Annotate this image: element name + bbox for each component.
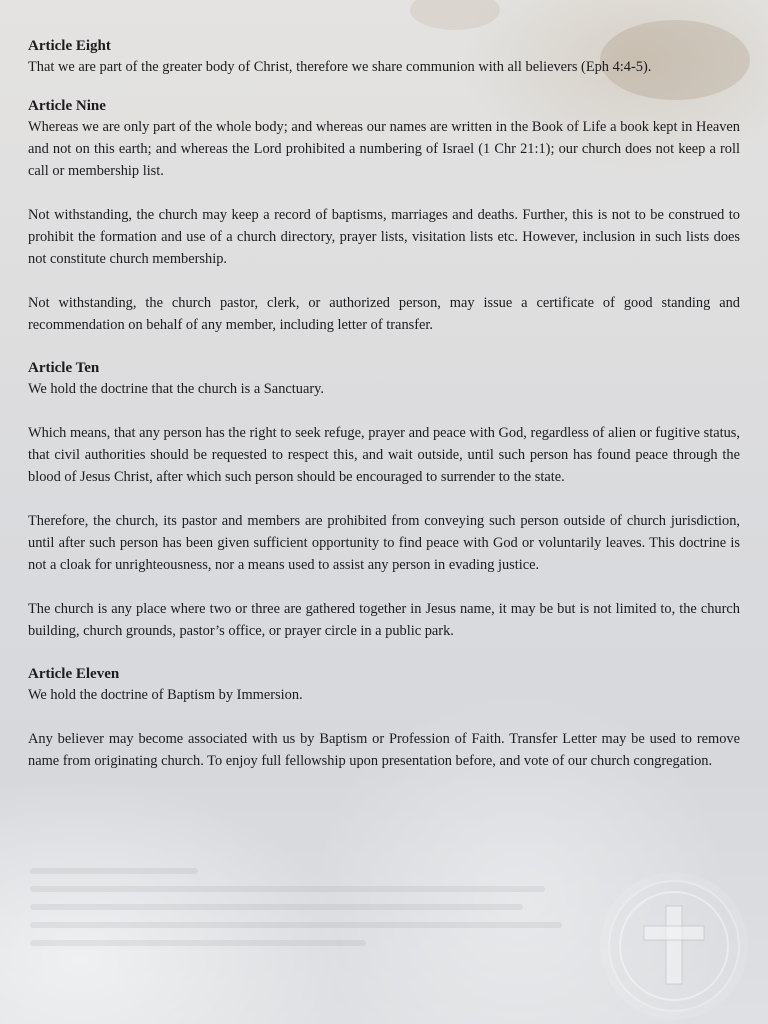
article-heading: Article Eight [28, 38, 111, 54]
article-paragraph: Therefore, the church, its pastor and members are prohibited from conveying such person outside of church jurisdiction, until after such person has been given sufficient opportunity to find peace with God or voluntarily leaves. This doctrine is not a cloak for unrighteousness, nor a means used to assist any person in evading justice. [28, 513, 740, 573]
article-heading: Article Eleven [28, 666, 120, 682]
article-eleven [28, 664, 740, 772]
bleed-through-text [30, 868, 590, 978]
article-paragraph: Not withstanding, the church pastor, clerk, or authorized person, may issue a certificate of good standing and recommendation on behalf of any member, including letter of transfer. [28, 295, 740, 333]
article-heading: Article Ten [28, 360, 100, 376]
article-paragraph: Not withstanding, the church may keep a record of baptisms, marriages and deaths. Further, this is not to be construed to prohibit the formation and use of a church directory, prayer lists, visitation lists etc. However, inclusion in such lists does not constitute church membership. [28, 207, 740, 267]
article-ten [28, 358, 740, 642]
article-heading: Article Nine [28, 98, 106, 114]
article-paragraph: Any believer may become associated with us by Baptism or Profession of Faith. Transfer Letter may be used to remove name from originating church. To enjoy full fellowship upon presentation before, and vote of our church congregation. [28, 731, 740, 769]
water-stain [410, 0, 500, 30]
article-paragraph: We hold the doctrine that the church is a Sanctuary. [28, 381, 325, 397]
article-paragraph: Whereas we are only part of the whole body; and whereas our names are written in the Book of Life a book kept in Heaven and not on this earth; and whereas the Lord prohibited a numbering of Israel (1 Chr 21:1); our church does not keep a roll call or membership list. [28, 119, 740, 179]
document-body [28, 36, 740, 772]
article-nine [28, 96, 740, 336]
article-paragraph: The church is any place where two or three are gathered together in Jesus name, it may be but is not limited to, the church building, church grounds, pastor’s office, or prayer circle in a public park. [28, 601, 740, 639]
article-eight [28, 36, 740, 78]
cross-seal-icon [608, 880, 740, 1012]
article-paragraph: That we are part of the greater body of Christ, therefore we share communion with all believers (Eph 4:4-5). [28, 59, 652, 75]
article-paragraph: Which means, that any person has the right to seek refuge, prayer and peace with God, regardless of alien or fugitive status, that civil authorities should be requested to respect this, and wait outside, until such person has found peace through the blood of Jesus Christ, after which such person should be encouraged to surrender to the state. [28, 425, 740, 485]
article-paragraph: We hold the doctrine of Baptism by Immersion. [28, 687, 303, 703]
